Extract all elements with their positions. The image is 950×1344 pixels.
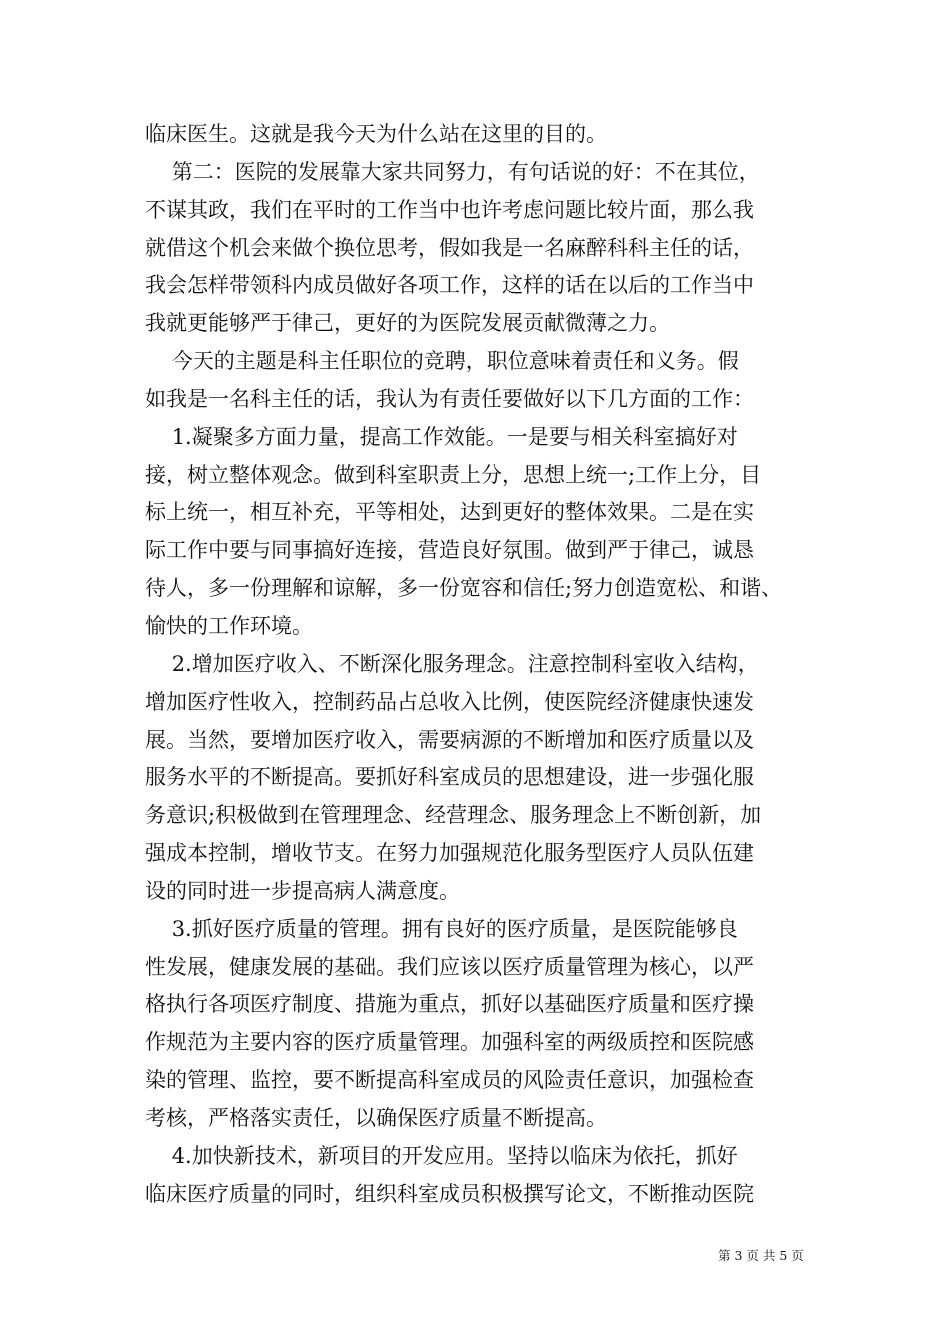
text-line: 服务水平的不断提高。要抓好科室成员的思想建设，进一步强化服 bbox=[145, 765, 754, 790]
text-line: 4.加快新技术，新项目的开发应用。坚持以临床为依托，抓好 bbox=[145, 1143, 738, 1168]
text-line: 我就更能够严于律己，更好的为医院发展贡献微薄之力。 bbox=[145, 311, 670, 336]
text-line: 临床医疗质量的同时，组织科室成员积极撰写论文，不断推动医院 bbox=[145, 1181, 754, 1206]
text-line: 如我是一名科主任的话，我认为有责任要做好以下几方面的工作： bbox=[145, 386, 754, 411]
text-line: 务意识;积极做到在管理理念、经营理念、服务理念上不断创新，加 bbox=[145, 803, 762, 828]
page-number-footer: 第 3 页 共 5 页 bbox=[718, 1248, 804, 1263]
body-text bbox=[145, 116, 817, 1213]
text-line: 今天的主题是科主任职位的竞聘，职位意味着责任和义务。假 bbox=[145, 349, 739, 374]
text-line: 我会怎样带领科内成员做好各项工作，这样的话在以后的工作当中 bbox=[145, 273, 754, 298]
text-line: 际工作中要与同事搞好连接，营造良好氛围。做到严于律己，诚恳 bbox=[145, 538, 754, 563]
text-line: 强成本控制，增收节支。在努力加强规范化服务型医疗人员队伍建 bbox=[145, 841, 754, 866]
text-line: 增加医疗性收入，控制药品占总收入比例，使医院经济健康快速发 bbox=[145, 689, 754, 714]
text-line: 就借这个机会来做个换位思考，假如我是一名麻醉科科主任的话， bbox=[145, 235, 754, 260]
text-line: 第二：医院的发展靠大家共同努力，有句话说的好：不在其位， bbox=[145, 159, 760, 184]
text-line: 不谋其政，我们在平时的工作当中也许考虑问题比较片面，那么我 bbox=[145, 197, 754, 222]
text-line: 考核，严格落实责任，以确保医疗质量不断提高。 bbox=[145, 1105, 607, 1130]
text-line: 展。当然，要增加医疗收入，需要病源的不断增加和医疗质量以及 bbox=[145, 727, 754, 752]
text-line: 格执行各项医疗制度、措施为重点，抓好以基础医疗质量和医疗操 bbox=[145, 992, 754, 1017]
text-line: 愉快的工作环境。 bbox=[145, 613, 313, 638]
text-line: 2.增加医疗收入、不断深化服务理念。注意控制科室收入结构， bbox=[145, 651, 759, 676]
text-line: 待人，多一份理解和谅解，多一份宽容和信任;努力创造宽松、和谐、 bbox=[145, 576, 783, 601]
text-line: 作规范为主要内容的医疗质量管理。加强科室的两级质控和医院感 bbox=[145, 1030, 754, 1055]
text-line: 临床医生。这就是我今天为什么站在这里的目的。 bbox=[145, 122, 607, 146]
text-line: 设的同时进一步提高病人满意度。 bbox=[145, 878, 460, 903]
text-line: 标上统一，相互补充，平等相处，达到更好的整体效果。二是在实 bbox=[145, 500, 754, 525]
text-line: 性发展，健康发展的基础。我们应该以医疗质量管理为核心，以严 bbox=[145, 954, 754, 979]
text-line: 3.抓好医疗质量的管理。拥有良好的医疗质量，是医院能够良 bbox=[145, 916, 738, 941]
text-line: 染的管理、监控，要不断提高科室成员的风险责任意识，加强检查 bbox=[145, 1068, 754, 1093]
text-line: 接，树立整体观念。做到科室职责上分，思想上统一;工作上分，目 bbox=[145, 462, 762, 487]
text-line: 1.凝聚多方面力量，提高工作效能。一是要与相关科室搞好对 bbox=[145, 424, 738, 449]
